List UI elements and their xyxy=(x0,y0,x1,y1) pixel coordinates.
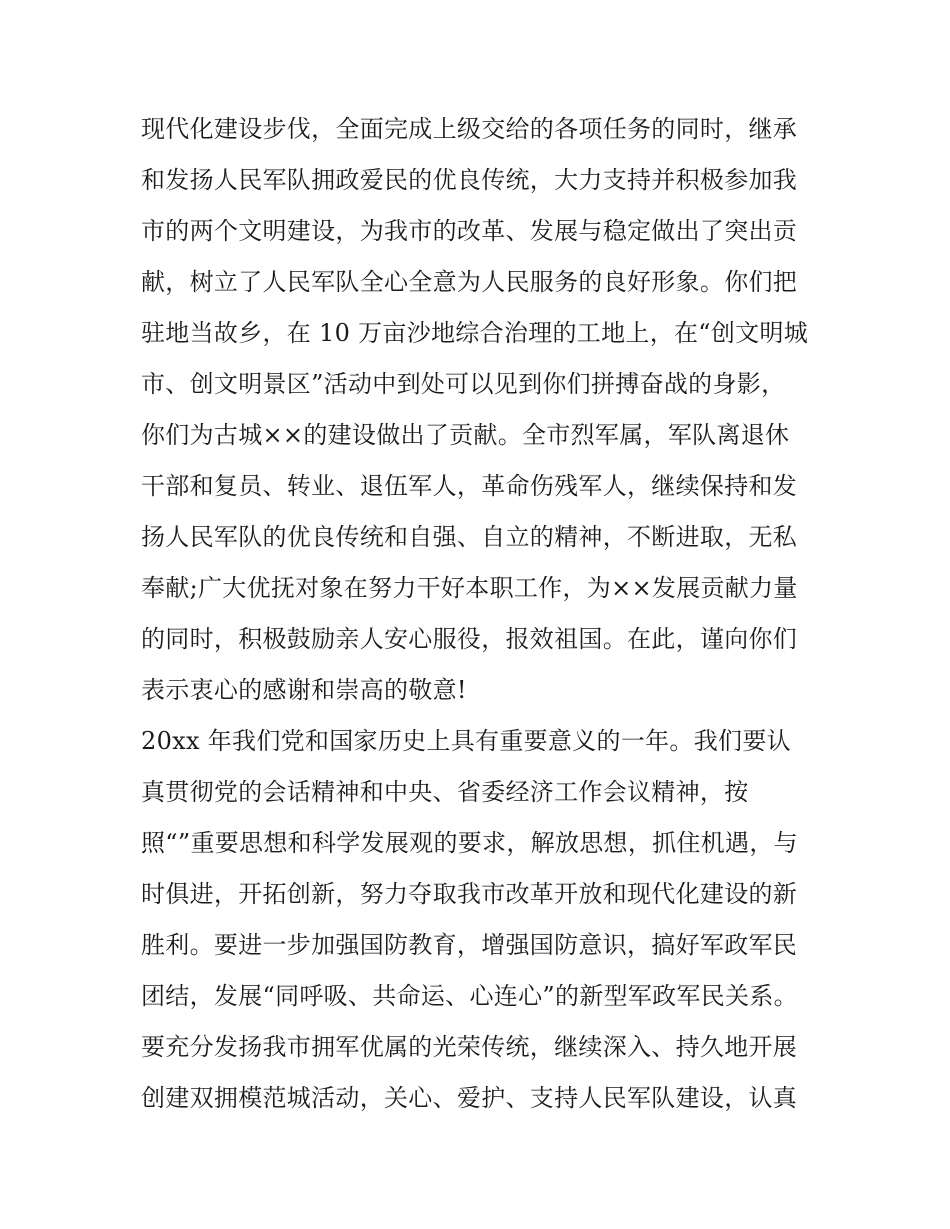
text-line: 的同时，积极鼓励亲人安心服役，报效祖国。在此，谨向你们 xyxy=(141,625,798,653)
text-line: 表示衷心的感谢和崇高的敬意! xyxy=(141,676,467,704)
text-line: 要充分发扬我市拥军优属的光荣传统，继续深入、持久地开展 xyxy=(141,1033,798,1061)
text-line: 和发扬人民军队拥政爱民的优良传统，大力支持并积极参加我 xyxy=(141,166,798,194)
text-line: 现代化建设步伐，全面完成上级交给的各项任务的同时，继承 xyxy=(141,115,798,143)
text-line: 创建双拥模范城活动，关心、爱护、支持人民军队建设，认真 xyxy=(141,1084,798,1112)
text-line: 胜利。要进一步加强国防教育，增强国防意识，搞好军政军民 xyxy=(141,931,798,959)
text-line: 20xx 年我们党和国家历史上具有重要意义的一年。我们要认 xyxy=(141,727,791,755)
text-line: 团结，发展“同呼吸、共命运、心连心”的新型军政军民关系。 xyxy=(141,982,798,1010)
text-line: 时俱进，开拓创新，努力夺取我市改革开放和现代化建设的新 xyxy=(141,880,798,908)
text-line: 干部和复员、转业、退伍军人，革命伤残军人，继续保持和发 xyxy=(141,472,798,500)
text-line: 驻地当故乡，在 10 万亩沙地综合治理的工地上，在“创文明城 xyxy=(141,319,809,347)
text-line: 照“”重要思想和科学发展观的要求，解放思想，抓住机遇，与 xyxy=(141,829,798,857)
text-line: 真贯彻党的会话精神和中央、省委经济工作会议精神，按 xyxy=(141,778,749,806)
text-line: 献，树立了人民军队全心全意为人民服务的良好形象。你们把 xyxy=(141,268,798,296)
text-line: 奉献;广大优抚对象在努力干好本职工作，为××发展贡献力量 xyxy=(141,574,798,602)
text-line: 市的两个文明建设，为我市的改革、发展与稳定做出了突出贡 xyxy=(141,217,798,245)
text-line: 你们为古城××的建设做出了贡献。全市烈军属，军队离退休 xyxy=(141,421,790,449)
text-line: 扬人民军队的优良传统和自强、自立的精神，不断进取，无私 xyxy=(141,523,798,551)
document-body xyxy=(141,104,841,1124)
text-line: 市、创文明景区”活动中到处可以见到你们拼搏奋战的身影， xyxy=(141,370,786,398)
